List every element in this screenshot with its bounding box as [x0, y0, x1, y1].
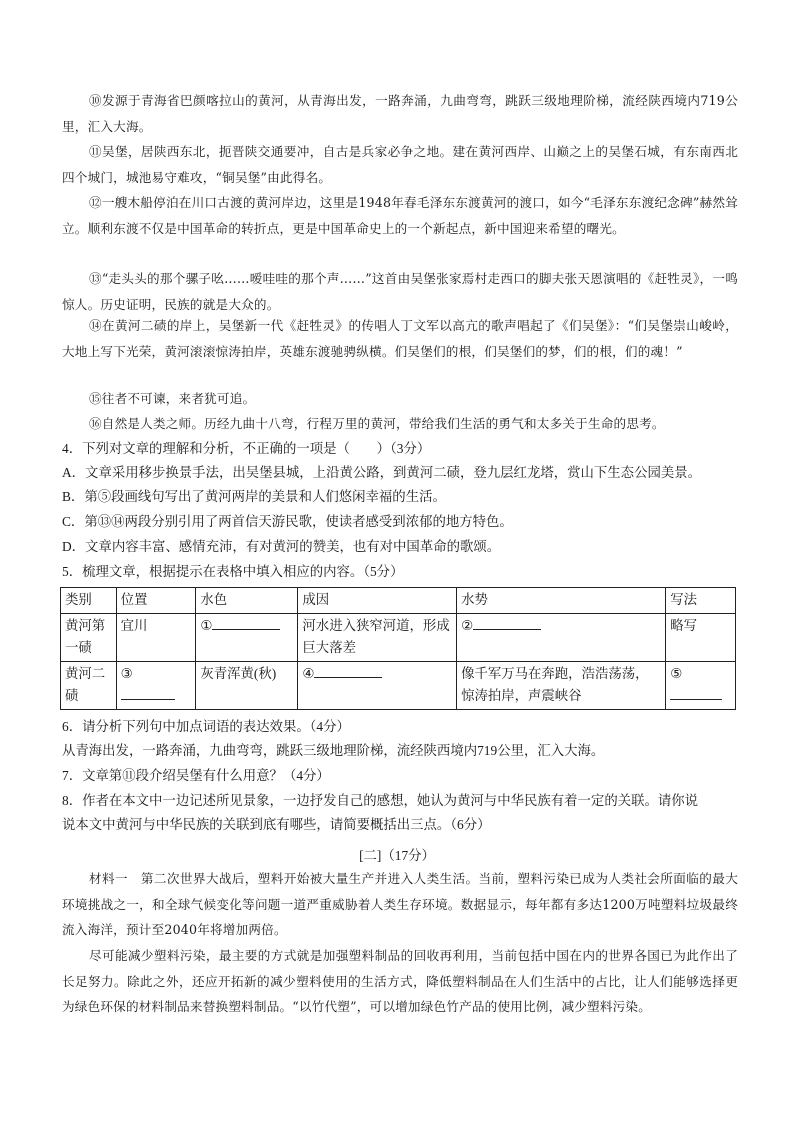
blank-marker: ⑤ — [670, 665, 683, 681]
table-header: 水势 — [457, 588, 666, 614]
table-cell-position — [116, 661, 196, 709]
material-1-paragraph-1: 材料一 第二次世界大战后，塑料开始被大量生产并进入人类生活。当前，塑料污染已成为人类社会所面临的最大环境挑战之一，和全球气候变化等问题一道严重威胁着人类生存环境。数据显示，每年都有多达1200万吨塑料垃圾最终流入海洋，预计至2040年将增加两倍。 — [62, 871, 738, 937]
blank-marker: ② — [461, 617, 474, 633]
question-4-option-a: A．文章采用移步换景手法，出吴堡县城，上沿黄公路，到黄河二碛，登九层红龙塔，赏山下生态公园美景。 — [62, 465, 702, 480]
paragraph-13: ⑬“走头头的那个骡子吆……嗳哇哇的那个声……”这首由吴堡张家焉村走西口的脚夫张天恩演唱的《赶牲灵》，一鸣惊人。历史证明，民族的就是大众的。 — [62, 271, 738, 312]
table-header-row — [61, 588, 736, 614]
blank-marker: ③ — [120, 665, 133, 681]
answer-blank[interactable] — [212, 615, 280, 630]
question-6-sentence: 从青海出发，一路奔涌，九曲弯弯，跳跃三级地理阶梯，流经陕西境内719公里，汇入大海。 — [62, 743, 605, 758]
table-header: 写法 — [666, 588, 736, 614]
table-header: 位置 — [116, 588, 196, 614]
question-4-option-c: C．第⑬⑭两段分别引用了两首信天游民歌，使读者感受到浓郁的地方特色。 — [62, 514, 513, 529]
question-4-option-d: D．文章内容丰富、感情充沛，有对黄河的赞美，也有对中国革命的歌颂。 — [62, 539, 501, 554]
table-cell-method — [666, 661, 736, 709]
table-cell-momentum: 像千军万马在奔跑，浩浩荡荡，惊涛拍岸，声震峡谷 — [457, 661, 666, 709]
question-6-stem: 6．请分析下列句中加点词语的表达效果。（4分） — [62, 719, 350, 734]
table-row — [61, 613, 736, 661]
table-row — [61, 661, 736, 709]
table-cell-momentum — [457, 613, 666, 661]
table-cell-cause: 河水进入狭窄河道，形成巨大落差 — [298, 613, 457, 661]
table-cell-cause — [298, 661, 457, 709]
table-cell-category: 黄河二碛 — [61, 661, 117, 709]
table-cell-color: 灰青浑黄(秋) — [196, 661, 298, 709]
fill-in-table — [60, 587, 736, 710]
table-cell-category: 黄河第一碛 — [61, 613, 117, 661]
question-8-line-1: 8．作者在本文中一边记述所见景象，一边抒发自己的感想，她认为黄河与中华民族有着一定的关联。请你说 — [62, 793, 699, 808]
question-4-stem: 4．下列对文章的理解和分析，不正确的一项是（ ）（3分） — [62, 441, 431, 456]
question-8-line-2: 说本文中黄河与中华民族的关联到底有哪些，请简要概括出三点。（6分） — [62, 817, 491, 832]
paragraph-15: ⑮往者不可谏，来者犹可追。 — [89, 391, 256, 406]
paragraph-14: ⑭在黄河二碛的岸上，吴堡新一代《赶牲灵》的传唱人丁文军以高亢的歌声唱起了《们吴堡》：“们吴堡崇山峻岭，大地上写下光荣，黄河滚滚惊涛拍岸，英雄东渡驰骋纵横。们吴堡们的根，们吴堡们的梦，们的根，们的魂！” — [62, 318, 738, 359]
section-heading: [二]（17分） — [359, 848, 435, 863]
question-7-stem: 7．文章第⑪段介绍吴堡有什么用意？（4分） — [62, 768, 330, 783]
question-5-stem: 5．梳理文章，根据提示在表格中填入相应的内容。（5分） — [62, 564, 404, 579]
table-header: 成因 — [298, 588, 457, 614]
blank-marker: ① — [200, 617, 213, 633]
table-cell-method: 略写 — [666, 613, 736, 661]
table-cell-color — [196, 613, 298, 661]
table-header: 类别 — [61, 588, 117, 614]
paragraph-11: ⑪吴堡，居陕西东北，扼晋陕交通要冲，自古是兵家必争之地。建在黄河西岸、山巅之上的吴堡石城，有东南西北四个城门，城池易守难攻，“铜吴堡”由此得名。 — [62, 144, 738, 185]
paragraph-12: ⑫一艘木船停泊在川口古渡的黄河岸边，这里是1948年春毛泽东东渡黄河的渡口，如今“毛泽东东渡纪念碑”赫然耸立。顺利东渡不仅是中国革命的转折点，更是中国革命史上的一个新起点，新中国迎来希望的曙光。 — [62, 195, 738, 236]
question-4-option-b: B．第⑤段画线句写出了黄河两岸的美景和人们悠闲幸福的生活。 — [62, 489, 446, 504]
answer-blank[interactable] — [121, 685, 175, 700]
blank-marker: ④ — [302, 665, 315, 681]
answer-blank[interactable] — [473, 615, 541, 630]
answer-blank[interactable] — [670, 685, 722, 700]
material-1-paragraph-2: 尽可能减少塑料污染，最主要的方式就是加强塑料制品的回收再利用，当前包括中国在内的世界各国已为此作出了长足努力。除此之外，还应开拓新的减少塑料使用的生活方式，降低塑料制品在人们生活中的占比，让人们能够选择更为绿色环保的材料制品来替换塑料制品。“以竹代塑”，可以增加绿色竹产品的使用比例，减少塑料污染。 — [62, 948, 738, 1014]
paragraph-10: ⑩发源于青海省巴颜喀拉山的黄河，从青海出发，一路奔涌，九曲弯弯，跳跃三级地理阶梯，流经陕西境内719公里，汇入大海。 — [62, 93, 738, 134]
paragraph-16: ⑯自然是人类之师。历经九曲十八弯，行程万里的黄河，带给我们生活的勇气和太多关于生命的思考。 — [89, 416, 665, 431]
table-header: 水色 — [196, 588, 298, 614]
table-cell-position: 宜川 — [116, 613, 196, 661]
answer-blank[interactable] — [314, 663, 382, 678]
